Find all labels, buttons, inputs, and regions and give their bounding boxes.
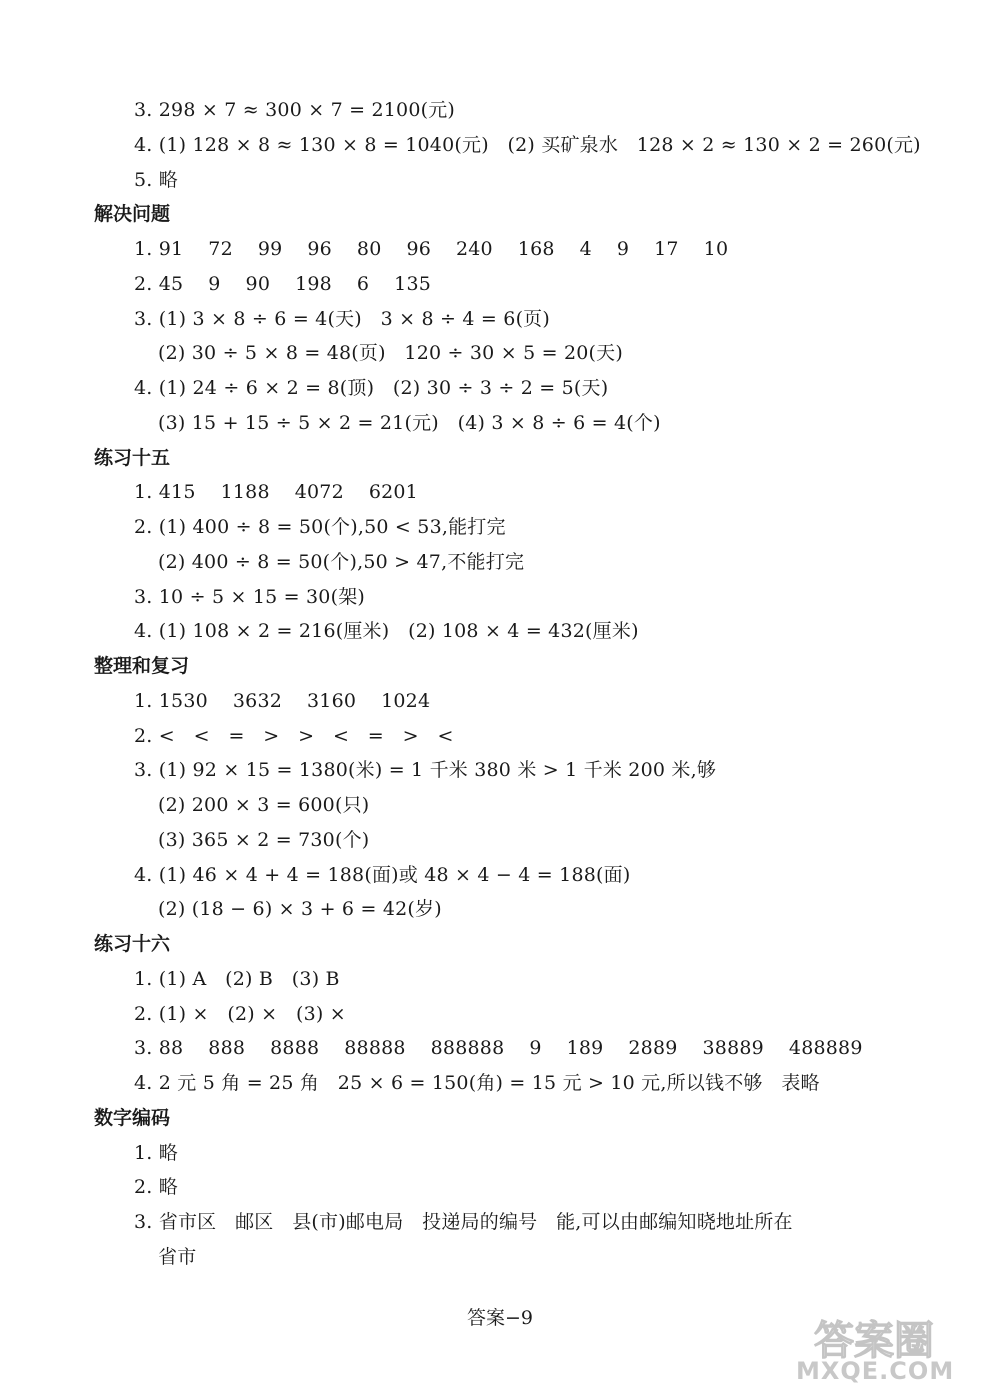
answer-line: 3. 298 × 7 ≈ 300 × 7 = 2100(元) [134, 99, 456, 121]
answer-line: 1. 91 72 99 96 80 96 240 168 4 9 17 10 [134, 238, 729, 260]
answer-subline: (3) 365 × 2 = 730(个) [158, 829, 370, 851]
answer-line: 2. 略 [134, 1176, 178, 1198]
answer-line: 4. 2 元 5 角 = 25 角 25 × 6 = 150(角) = 15 元 > 10 元,所以钱不够 表略 [134, 1072, 820, 1094]
answer-subline: (2) (18 − 6) × 3 + 6 = 42(岁) [158, 898, 442, 920]
answer-line: 4. (1) 24 ÷ 6 × 2 = 8(顶) (2) 30 ÷ 3 ÷ 2 = 5(天) [134, 377, 609, 399]
answer-line: 3. 省市区 邮区 县(市)邮电局 投递局的编号 能,可以由邮编知晓地址所在 [134, 1211, 793, 1233]
answer-line: 2. < < = > > < = > < [134, 725, 454, 747]
section-heading: 练习十六 [94, 933, 171, 955]
answer-line: 1. 略 [134, 1142, 178, 1164]
section-heading: 练习十五 [94, 447, 171, 469]
watermark-logo-text: 答案圈 [814, 1318, 934, 1364]
answer-line: 2. 45 9 90 198 6 135 [134, 273, 432, 295]
answer-line: 1. 415 1188 4072 6201 [134, 481, 418, 503]
answer-line: 4. (1) 108 × 2 = 216(厘米) (2) 108 × 4 = 432(厘米) [134, 620, 639, 642]
answer-line: 3. (1) 92 × 15 = 1380(米) = 1 千米 380 米 > 1 千米 200 米,够 [134, 759, 717, 781]
watermark-url: MXQE.COM [796, 1357, 955, 1385]
section-heading: 解决问题 [94, 203, 171, 225]
section-heading: 数字编码 [94, 1107, 171, 1129]
answer-subline: (2) 200 × 3 = 600(只) [158, 794, 370, 816]
answer-line: 2. (1) 400 ÷ 8 = 50(个),50 < 53,能打完 [134, 516, 506, 538]
watermark-logo [786, 1309, 986, 1391]
answer-subline: (2) 30 ÷ 5 × 8 = 48(页) 120 ÷ 30 × 5 = 20(天) [158, 342, 623, 364]
answer-line: 3. 10 ÷ 5 × 15 = 30(架) [134, 586, 366, 608]
answer-line: 1. (1) A (2) B (3) B [134, 968, 340, 990]
answer-line: 4. (1) 46 × 4 + 4 = 188(面)或 48 × 4 − 4 = 188(面) [134, 864, 631, 886]
answer-subline: (2) 400 ÷ 8 = 50(个),50 > 47,不能打完 [158, 551, 525, 573]
answer-line: 4. (1) 128 × 8 ≈ 130 × 8 = 1040(元) (2) 买矿泉水 128 × 2 ≈ 130 × 2 = 260(元) [134, 134, 921, 156]
page-footer: 答案−9 [466, 1307, 533, 1329]
section-heading: 整理和复习 [94, 655, 190, 677]
answer-line: 5. 略 [134, 169, 178, 191]
answer-line: 3. 88 888 8888 88888 888888 9 189 2889 38889 488889 [134, 1037, 863, 1059]
answer-subline: 省市 [158, 1246, 197, 1268]
answer-line: 3. (1) 3 × 8 ÷ 6 = 4(天) 3 × 8 ÷ 4 = 6(页) [134, 308, 550, 330]
answer-line: 2. (1) × (2) × (3) × [134, 1003, 346, 1025]
answer-subline: (3) 15 + 15 ÷ 5 × 2 = 21(元) (4) 3 × 8 ÷ 6 = 4(个) [158, 412, 661, 434]
answer-line: 1. 1530 3632 3160 1024 [134, 690, 431, 712]
